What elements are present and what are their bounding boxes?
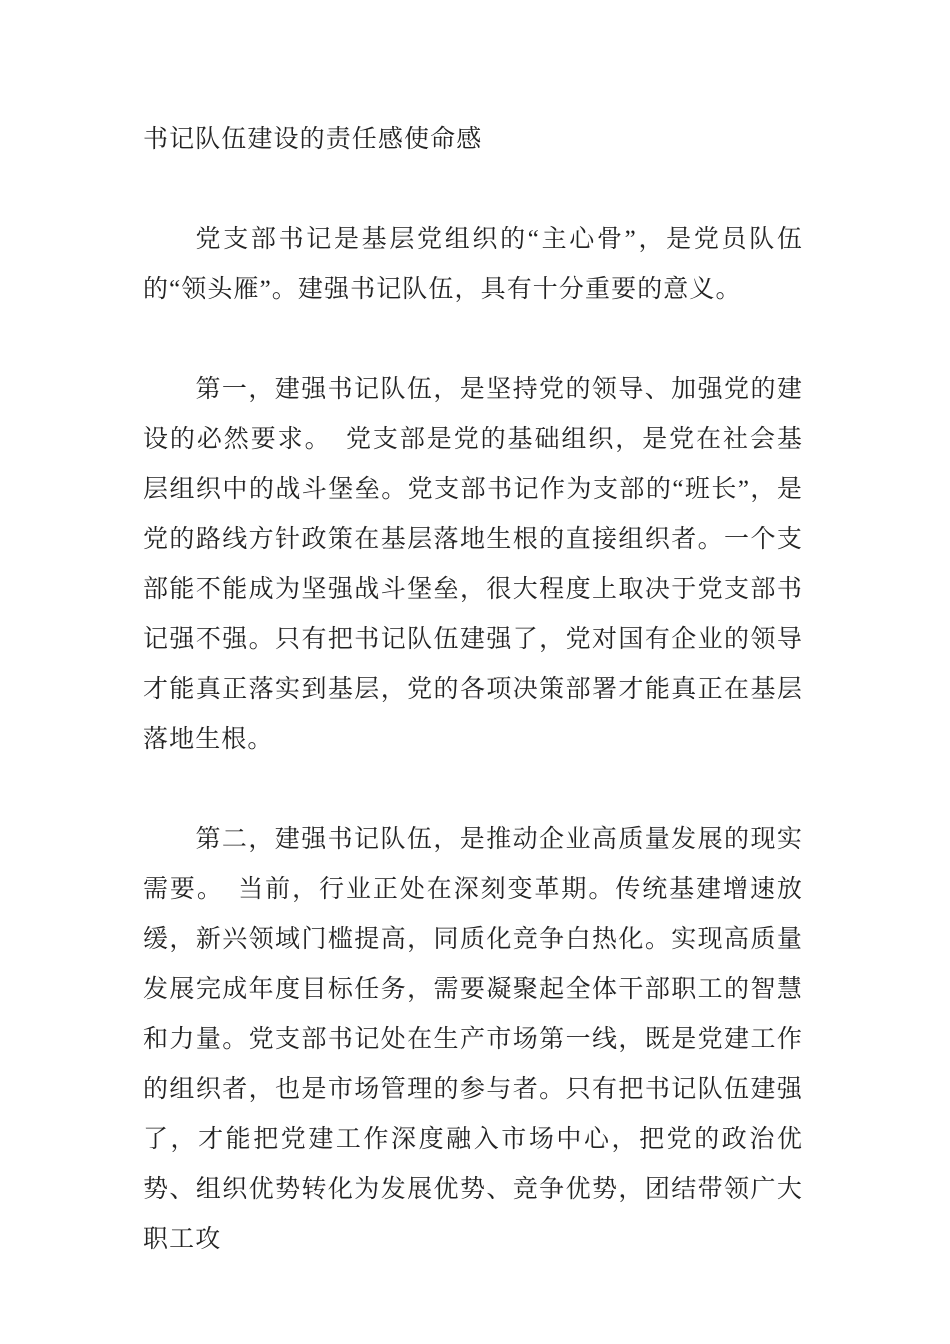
heading-line: 书记队伍建设的责任感使命感: [143, 126, 483, 153]
paragraph-intro: 党支部书记是基层党组织的“主心骨”，是党员队伍的“领头雁”。建强书记队伍，具有十分重要的意义。: [143, 226, 803, 303]
paragraph-second-point: 第二，建强书记队伍，是推动企业高质量发展的现实需要。 当前，行业正处在深刻变革期。传统基建增速放缓，新兴领域门槛提高，同质化竞争白热化。实现高质量发展完成年度目标任务，需要凝聚起全体干部职工的智慧和力量。党支部书记处在生产市场第一线，既是党建工作的组织者，也是市场管理的参与者。只有把书记队伍建强了，才能把党建工作深度融入市场中心，把党的政治优势、组织优势转化为发展优势、竞争优势，团结带领广大职工攻: [143, 826, 803, 1253]
document-text-block: [143, 115, 803, 1315]
paragraph-first-point: 第一，建强书记队伍，是坚持党的领导、加强党的建设的必然要求。 党支部是党的基础组织，是党在社会基层组织中的战斗堡垒。党支部书记作为支部的“班长”，是党的路线方针政策在基层落地生根的直接组织者。一个支部能不能成为坚强战斗堡垒，很大程度上取决于党支部书记强不强。只有把书记队伍建强了，党对国有企业的领导才能真正落实到基层，党的各项决策部署才能真正在基层落地生根。: [143, 376, 803, 753]
